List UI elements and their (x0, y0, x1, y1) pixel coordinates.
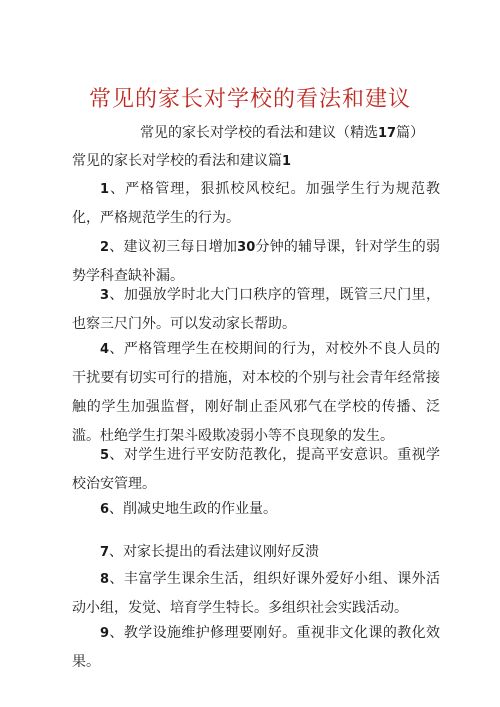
item-inline-number: 30 (237, 240, 256, 255)
section-heading-number: 1 (282, 154, 292, 169)
item-text: 、对家长提出的看法建议刚好反溃 (109, 544, 320, 560)
item-number: 9 (100, 626, 110, 641)
subtitle-number: 17 (378, 126, 397, 141)
item-text-part-b: 分钟的辅导课，针对学生的弱势学科查缺补漏。 (72, 239, 441, 284)
subtitle-end: 篇） (396, 125, 425, 141)
section-heading-text: 常见的家长对学校的看法和建议篇 (72, 153, 282, 169)
item-text: 、严格管理学生在校期间的行为，对校外不良人员的干扰要有切实可行的措施，对本校的个别与社会青年经常接触的学生加强监督，刚好制止歪风邪气在学校的传播、泛滥。杜绝学生打架斗殴欺凌弱小等不良现象的发生。 (72, 341, 440, 444)
subtitle-text: 常见的家长对学校的看法和建议（精选 (140, 125, 378, 141)
list-item-6 (72, 495, 440, 524)
section-heading (72, 150, 291, 170)
item-text: 、严格管理，狠抓校风校纪。加强学生行为规范教化，严格规范学生的行为。 (72, 181, 440, 226)
item-text: 、教学设施维护修理要刚好。重视非文化课的教化效果。 (72, 625, 440, 670)
item-text: 、加强放学时北大门口秩序的管理，既管三尺门里，也察三尺门外。可以发动家长帮助。 (72, 287, 440, 332)
item-text: 、削减史地生政的作业量。 (109, 501, 278, 517)
document-title: 常见的家长对学校的看法和建议 (88, 87, 411, 112)
list-item-9 (72, 619, 440, 677)
document-subtitle (140, 122, 424, 142)
item-number: 3 (100, 288, 110, 303)
item-text: 、丰富学生课余生活，组织好课外爱好小组、课外活动小组，发觉、培育学生特长。多组织社会实践活动。 (72, 571, 440, 616)
item-text-part-a: 、建议初三每日增加 (109, 239, 238, 255)
list-item-8 (72, 565, 440, 623)
item-number: 5 (100, 448, 110, 463)
list-item-4 (72, 335, 440, 451)
item-number: 4 (100, 342, 110, 357)
list-item-1 (72, 175, 440, 233)
list-item-7 (72, 538, 440, 567)
item-text: 、对学生进行平安防范教化，提高平安意识。重视学校治安管理。 (72, 447, 440, 492)
item-number: 6 (100, 502, 110, 517)
list-item-5 (72, 441, 440, 499)
item-number: 7 (100, 545, 110, 560)
list-item-3 (72, 281, 440, 339)
item-number: 2 (100, 240, 110, 255)
item-number: 1 (100, 182, 110, 197)
item-number: 8 (100, 572, 110, 587)
